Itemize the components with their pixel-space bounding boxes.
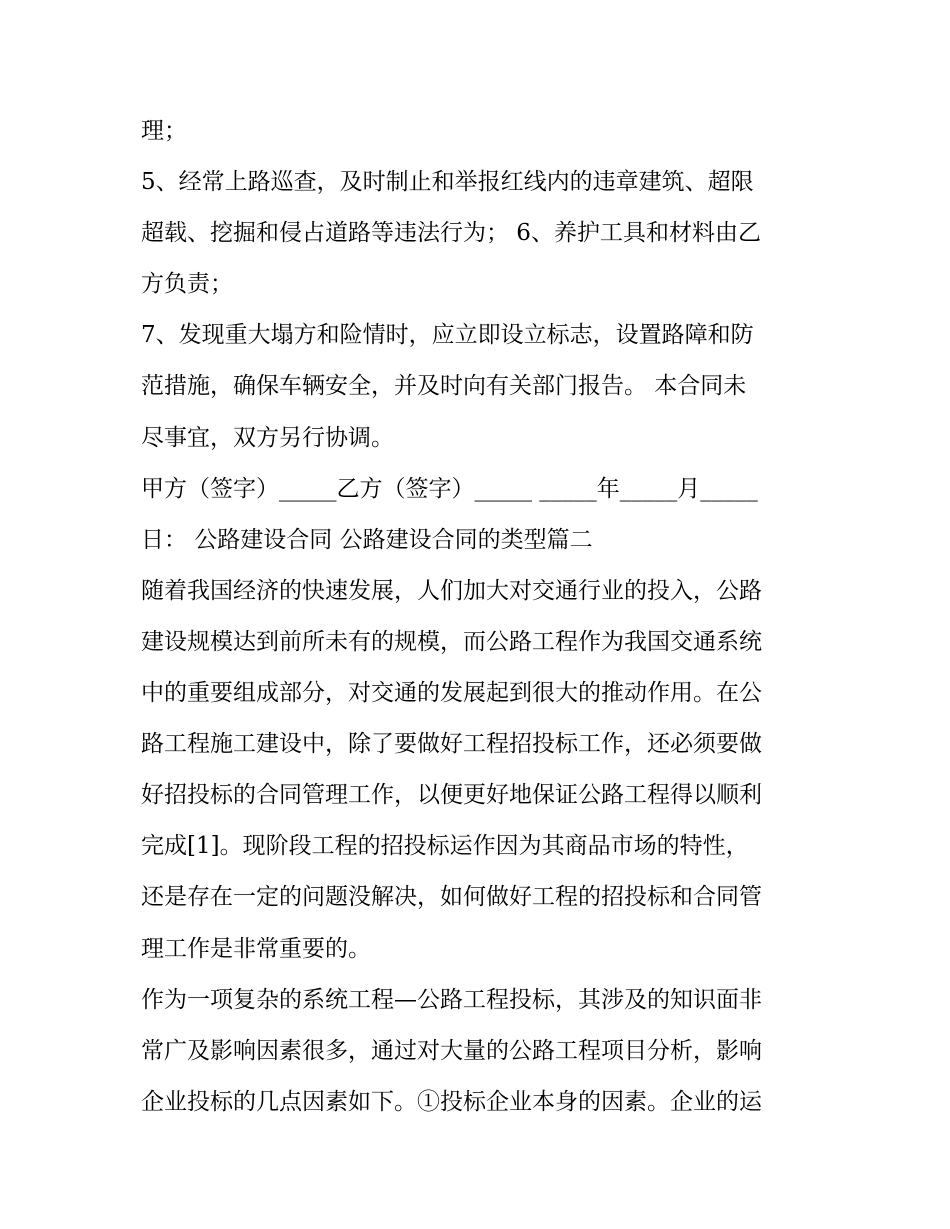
text-line-item-7: 7、发现重大塌方和险情时，应立即设立标志，设置路障和防	[141, 322, 754, 349]
paragraph-1-line-3: 中的重要组成部分，对交通的发展起到很大的推动作用。在公	[141, 680, 762, 707]
text-line-item-7-cont: 范措施，确保车辆安全，并及时向有关部门报告。 本合同未	[141, 373, 747, 400]
paragraph-2-line-3: 企业投标的几点因素如下。①投标企业本身的因素。企业的运	[141, 1088, 762, 1115]
paragraph-1-line-5: 好招投标的合同管理工作，以便更好地保证公路工程得以顺利	[141, 782, 762, 809]
text-line-item-5: 5、经常上路巡查，及时制止和举报红线内的违章建筑、超限	[141, 169, 754, 196]
text-line-item-6-end: 方负责；	[141, 271, 233, 298]
signature-line: 甲方（签字）_____乙方（签字）_____ _____年_____月_____	[141, 475, 758, 502]
section-heading-line: 日： 公路建设合同 公路建设合同的类型篇二	[141, 526, 593, 553]
paragraph-1-line-2: 建设规模达到前所未有的规模，而公路工程作为我国交通系统	[141, 628, 762, 655]
document-body	[141, 106, 831, 1128]
text-line-continuation: 理；	[141, 118, 187, 144]
paragraph-2-line-2: 常广及影响因素很多，通过对大量的公路工程项目分析，影响	[141, 1037, 762, 1064]
text-line-item-7-end: 尽事宜，双方另行协调。	[141, 424, 394, 451]
paragraph-1-line-4: 路工程施工建设中，除了要做好工程招投标工作，还必须要做	[141, 731, 762, 758]
paragraph-1-line-7: 还是存在一定的问题没解决，如何做好工程的招投标和合同管	[141, 884, 762, 911]
paragraph-1-line-1: 随着我国经济的快速发展，人们加大对交通行业的投入，公路	[141, 577, 762, 604]
text-line-item-5-6: 超载、挖掘和侵占道路等违法行为； 6、养护工具和材料由乙	[141, 220, 761, 247]
paragraph-1-line-6: 完成[1]。现阶段工程的招投标运作因为其商品市场的特性，	[141, 833, 749, 860]
paragraph-1-line-8: 理工作是非常重要的。	[141, 935, 371, 962]
paragraph-2-line-1: 作为一项复杂的系统工程—公路工程投标，其涉及的知识面非	[141, 986, 762, 1013]
